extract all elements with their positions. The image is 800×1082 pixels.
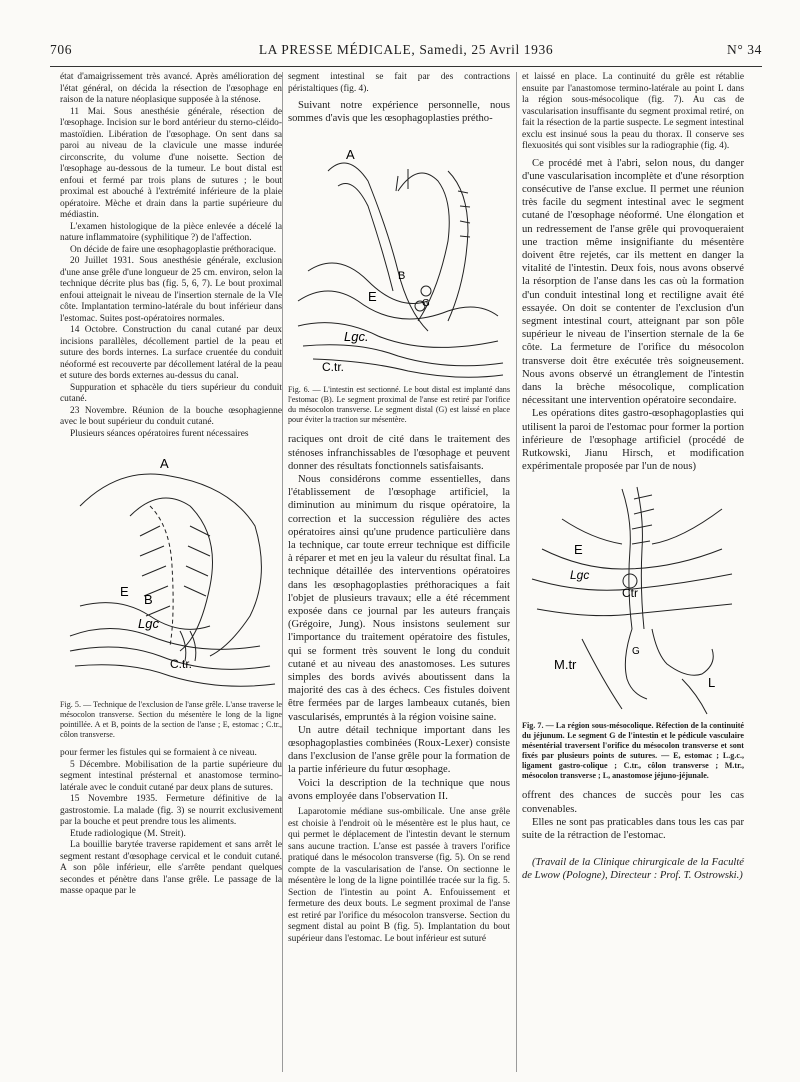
figure-6-caption: Fig. 6. — L'intestin est sectionné. Le bout distal est implanté dans l'estomac (B). Le segment proximal de l'anse est retiré par l'orifice du mésocolon transverse. Le segment distal (G) est laissé en place pour éviter la traction sur mésentère. [288, 385, 510, 425]
paragraph: On décide de faire une œsophagoplastie préthoracique. [70, 244, 276, 255]
fig6-label-b: B [398, 270, 406, 283]
paragraph: Un autre détail technique important dans les œsophagoplasties combinées (Roux-Lexer) consiste dans l'exclusion de l'anse grêle pour la formation de la partie inférieure du futur œsophage. [288, 724, 510, 776]
fig7-label-g: G [632, 646, 640, 658]
paragraph: 15 Novembre 1935. Fermeture définitive de la gastrostomie. La malade (fig. 3) se nourrit exclusivement par la bouche et peut prendre tous les aliments. [60, 794, 282, 827]
paragraph: offrent des chances de succès pour les cas convenables. [522, 790, 744, 815]
paragraph: 11 Mai. Sous anesthésie générale, résection de l'œsophage. Incision sur le bord antérieur du sterno-cléido-mastoïdien. Libération de l'œsophage. On sent dans sa paroi au niveau de la clavicule une masse indurée circonscrite, du volume d'une noisette. Section de l'œsophage au-dessous de la tumeur. Le bout distal est enfoui et fermé par trois plans de sutures ; le bout proximal est abouché à l'extrémité inférieure de la plaie opératoire. Mèche et drain dans la partie supérieure du médiastin. [60, 106, 282, 220]
page-header [50, 42, 762, 64]
fig6-label-ctr: C.tr. [322, 360, 345, 375]
header-rule [50, 66, 762, 67]
fig6-label-g: G [422, 298, 430, 310]
figure-5-caption: Fig. 5. — Technique de l'exclusion de l'anse grêle. L'anse traverse le mésocolon transverse. Section du mésentère le long de la ligne pointillée. A et B, points de la section de l'anse ; E, estomac ; C.tr., côlon transverse. [60, 700, 282, 739]
paragraph: La bouillie barytée traverse rapidement et sans arrêt le segment restant d'œsophage cervical et le conduit cutané. A son pôle inférieur, elle s'arrête pendant quelques secondes et pénètre dans l'anse grêle. Le passage de la masse opaque par le [60, 840, 282, 896]
paragraph: Suivant notre expérience personnelle, nous sommes d'avis que les œsophagoplasties prétho- [288, 100, 510, 125]
column-divider [282, 72, 283, 1072]
fig5-label-a: A [160, 456, 169, 471]
fig5-label-b: B [144, 592, 153, 607]
paragraph: pour fermer les fistules qui se formaient à ce niveau. [60, 748, 257, 758]
paragraph: Suppuration et sphacèle du tiers supérieur du conduit cutané. [60, 382, 282, 404]
paragraph: Plusieurs séances opératoires furent nécessaires [70, 428, 249, 439]
fig7-label-l: L [708, 675, 716, 691]
paragraph: 14 Octobre. Construction du canal cutané par deux incisions parallèles, décollement partiel de la peau et suture des bords internes. La surface cruentée du conduit néoformé est recouverte par décollement latéral de la peau et suture des bords externes au-dessus du canal. [60, 325, 282, 381]
journal-title: LA PRESSE MÉDICALE, Samedi, 25 Avril 1936 [258, 42, 554, 57]
figure-7-caption: Fig. 7. — La région sous-mésocolique. Réfection de la continuité du jéjunum. Le segment G de l'intestin et le pédicule vasculaire mésentérial traversent l'orifice du mésocolon transverse et sont fixés par plusieurs points de sutures. — E, estomac ; L.g.c., ligament gastro-colique ; C.tr., côlon transverse ; M.tr., mésocolon transverse ; L, anastomose jéjuno-jéjunale. [522, 721, 744, 781]
paragraph: Voici la description de la technique que nous avons employée dans l'observation II. [288, 777, 510, 802]
paragraph: Etude radiologique (M. Streit). [70, 828, 186, 839]
fig5-label-lgc: Lgc [138, 616, 159, 631]
fig6-label-lgc: Lgc. [344, 329, 369, 345]
figure-7-illustration [522, 479, 744, 717]
fig7-label-ctr: Ctr [622, 586, 638, 601]
paragraph: L'examen histologique de la pièce enlevée a décelé la nature inflammatoire (syphilitique ?) de l'affection. [60, 221, 282, 243]
fig7-label-mtr: M.tr [554, 657, 577, 673]
paragraph: Laparotomie médiane sus-ombilicale. Une anse grêle est choisie à l'endroit où le mésentère est le plus haut, ce qui permet le déplacement de l'intestin devant le sternum sans aucune traction. L'anse est passée à travers l'orifice pratiqué dans le mésocolon transverse (fig. 5). On se rend compte de la vascularisation de l'anse. On sectionne le mésentère le long de la ligne pointillée tracée sur la fig. 5. Section de l'intestin au point A. Enfouissement et fermeture des deux bouts. Le segment proximal de l'anse est retiré par l'orifice du mésocolon transverse. Section du segment distal au point B (fig. 5). Implantation du bout supérieur dans l'estomac. Le bout inférieur est suturé [288, 807, 510, 944]
column-1 [60, 72, 282, 898]
paragraph: raciques ont droit de cité dans le traitement des sténoses infranchissables de l'œsophage et peuvent donner des résultats fonctionnels satisfaisants. [288, 434, 510, 472]
fig6-label-e: E [368, 289, 377, 305]
paragraph: Ce procédé met à l'abri, selon nous, du danger d'une vascularisation incomplète et d'une résorption consécutive de l'anse exclue. Il permet une réunion très facile du segment intestinal avec le segment cutané de l'œsophage néoformé. Une élongation et un redressement de l'anse grêle qui provoqueraient une traction même insignifiante du mésentère doivent être rejetés, car ils mettent en danger la vitalité de l'intestin. Deux fois, nous avons observé la résorption de l'anse dans les cas où la formation d'un conduit intestinal long et rectiligne avait été essayée. On doit se contenter de l'exclusion d'un segment intestinal court, atteignant par son pôle supérieur le niveau de l'insertion sternale de la 6e côte. La fermeture de l'orifice du mésocolon transverse doit être exécutée très soigneusement. Nous avons observé un étranglement de l'intestin dans la brèche mésocolique, complication nécessitant une intervention opératoire secondaire. [522, 157, 744, 407]
column-2 [288, 72, 510, 945]
figure-6-illustration [288, 131, 510, 381]
fig5-label-e: E [120, 584, 129, 599]
figure-6 [288, 131, 510, 381]
column-divider [516, 72, 517, 1072]
figure-7 [522, 479, 744, 717]
paragraph: segment intestinal se fait par des contractions péristaltiques (fig. 4). [288, 72, 510, 94]
issue-number: N° 34 [726, 42, 762, 57]
figure-5-illustration [60, 446, 282, 696]
paragraph: 23 Novembre. Réunion de la bouche œsophagienne avec le bout supérieur du conduit cutané. [60, 405, 282, 427]
paragraph: Nous considérons comme essentielles, dans l'établissement de l'œsophage artificiel, la diminution au minimum du risque opératoire, la correction et la succession régulière des actes opératoires ainsi qu'une prudence particulière dans la technique, car toute erreur technique est difficile à réparer et met en jeu la valeur du résultat final. La technique détaillée des interventions opératoires dans les œsophagoplasties préthoraciques a fait l'objet de plusieurs travaux; elle a été récemment exposée dans ce journal par les auteurs français (Grégoire, Jung). Nous insistons seulement sur l'importance du traitement opératoire des fistules, qui se forment très souvent le long du conduit cutané et au niveau des anastomoses. Les sutures simples des bords avivés aboutissent dans la majorité des cas à des échecs. Ces fistules doivent être fermées par de larges lambeaux cutanés, bien vascularisés, empruntés à la région voisine saine. [288, 474, 510, 723]
page-number: 706 [50, 42, 73, 57]
fig6-label-a: A [346, 147, 355, 163]
paragraph: et laissé en place. La continuité du grêle est rétablie ensuite par l'anastomose termino-latérale au point L dans la région sous-mésocolique (fig. 7). Au cas de vascularisation insuffisante du segment proximal retiré, on fait la résection de la partie suspecte. Le segment intestinal exclu est insinué sous la peau du thorax. Il conserve ses flexuosités qui sont visibles sur la radiographie (fig. 4). [522, 72, 744, 151]
credit-note: (Travail de la Clinique chirurgicale de la Faculté de Lwow (Pologne), Directeur : Prof. T. Ostrowski.) [522, 857, 744, 882]
figure-5 [60, 446, 282, 696]
fig7-label-lgc: Lgc [570, 568, 590, 583]
column-3 [522, 72, 744, 883]
paragraph: Elles ne sont pas praticables dans tous les cas par suite de la rétraction de l'estomac. [522, 816, 744, 841]
fig7-label-e: E [574, 542, 583, 558]
paragraph: 5 Décembre. Mobilisation de la partie supérieure du segment intestinal présternal et anastomose termino-latérale avec le conduit cutané par deux plans de sutures. [60, 759, 282, 793]
paragraph: état d'amaigrissement très avancé. Après amélioration de l'état général, on décida la résection de l'œsophage en raison de la nature néoplasique supposée à la sténose. [60, 72, 282, 105]
paragraph: Les opérations dites gastro-œsophagoplasties qui utilisent la paroi de l'estomac pour former la portion inférieure de l'œsophage artificiel (procédé de Rutkowski, Jianu Hirsch, et modification expérimentale proposée par l'un de nous) [522, 408, 744, 473]
fig5-label-ctr: C.tr. [170, 657, 193, 671]
paragraph: 20 Juillet 1931. Sous anesthésie générale, exclusion d'une anse grêle d'une longueur de 25 cm. environ, selon la technique décrite plus bas (fig. 5, 6, 7). Le bout proximal enfoui atteignait le niveau de l'insertion sternale de la VIe côte. Implantation termino-latérale du bout inférieur dans l'estomac. Suites post-opératoires normales. [60, 256, 282, 324]
